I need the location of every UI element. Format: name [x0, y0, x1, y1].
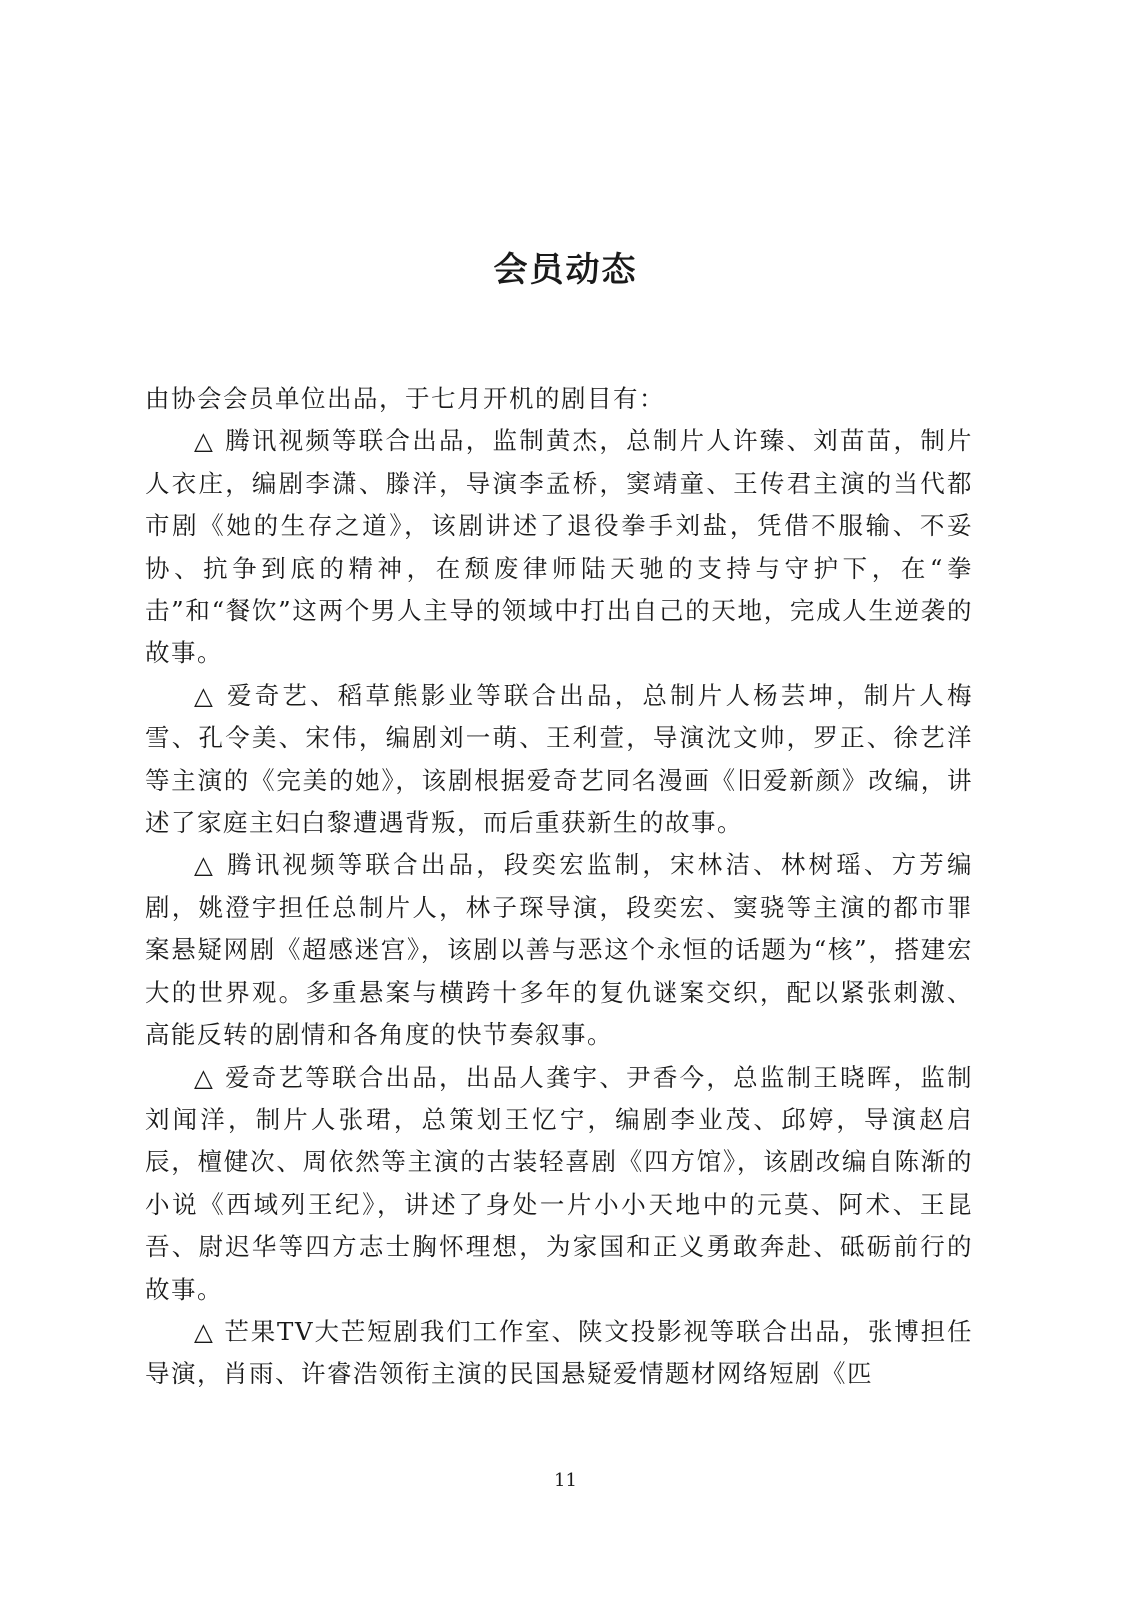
drama-item-5: △ 芒果TV大芒短剧我们工作室、陕文投影视等联合出品，张博担任导演，肖雨、许睿浩领衔主演的民国悬疑爱情题材网络短剧《匹 — [145, 1316, 973, 1389]
page-number: 11 — [554, 1470, 577, 1491]
drama-item-2: △ 爱奇艺、稻草熊影业等联合出品，总制片人杨芸坤，制片人梅雪、孔令美、宋伟，编剧刘一萌、王利萱，导演沈文帅，罗正、徐艺洋等主演的《完美的她》，该剧根据爱奇艺同名漫画《旧爱新颜》改编，讲述了家庭主妇白黎遭遇背叛，而后重获新生的故事。 — [145, 680, 973, 838]
page-title: 会员动态 — [493, 250, 638, 290]
intro-paragraph: 由协会会员单位出品，于七月开机的剧目有： — [145, 384, 665, 413]
drama-item-1: △ 腾讯视频等联合出品，监制黄杰，总制片人许臻、刘苗苗，制片人衣庄，编剧李潇、滕洋，导演李孟桥，窦靖童、王传君主演的当代都市剧《她的生存之道》，该剧讲述了退役拳手刘盐，凭借不服输、不妥协、抗争到底的精神，在颓废律师陆天驰的支持与守护下，在“拳击”和“餐饮”这两个男人主导的领域中打出自己的天地，完成人生逆袭的故事。 — [145, 426, 973, 668]
drama-item-3: △ 腾讯视频等联合出品，段奕宏监制，宋林洁、林树瑶、方芳编剧，姚澄宇担任总制片人，林子琛导演，段奕宏、窦骁等主演的都市罪案悬疑网剧《超感迷宫》，该剧以善与恶这个永恒的话题为“核”，搭建宏大的世界观。多重悬案与横跨十多年的复仇谜案交织，配以紧张刺激、高能反转的剧情和各角度的快节奏叙事。 — [145, 850, 973, 1050]
drama-item-4: △ 爱奇艺等联合出品，出品人龚宇、尹香今，总监制王晓晖，监制刘闻洋，制片人张珺，总策划王忆宁，编剧李业茂、邱婷，导演赵启辰，檀健次、周依然等主演的古装轻喜剧《四方馆》，该剧改编自陈渐的小说《西域列王纪》，讲述了身处一片小小天地中的元莫、阿术、王昆吾、尉迟华等四方志士胸怀理想，为家国和正义勇敢奔赴、砥砺前行的故事。 — [145, 1062, 973, 1304]
article-body — [145, 378, 973, 1396]
